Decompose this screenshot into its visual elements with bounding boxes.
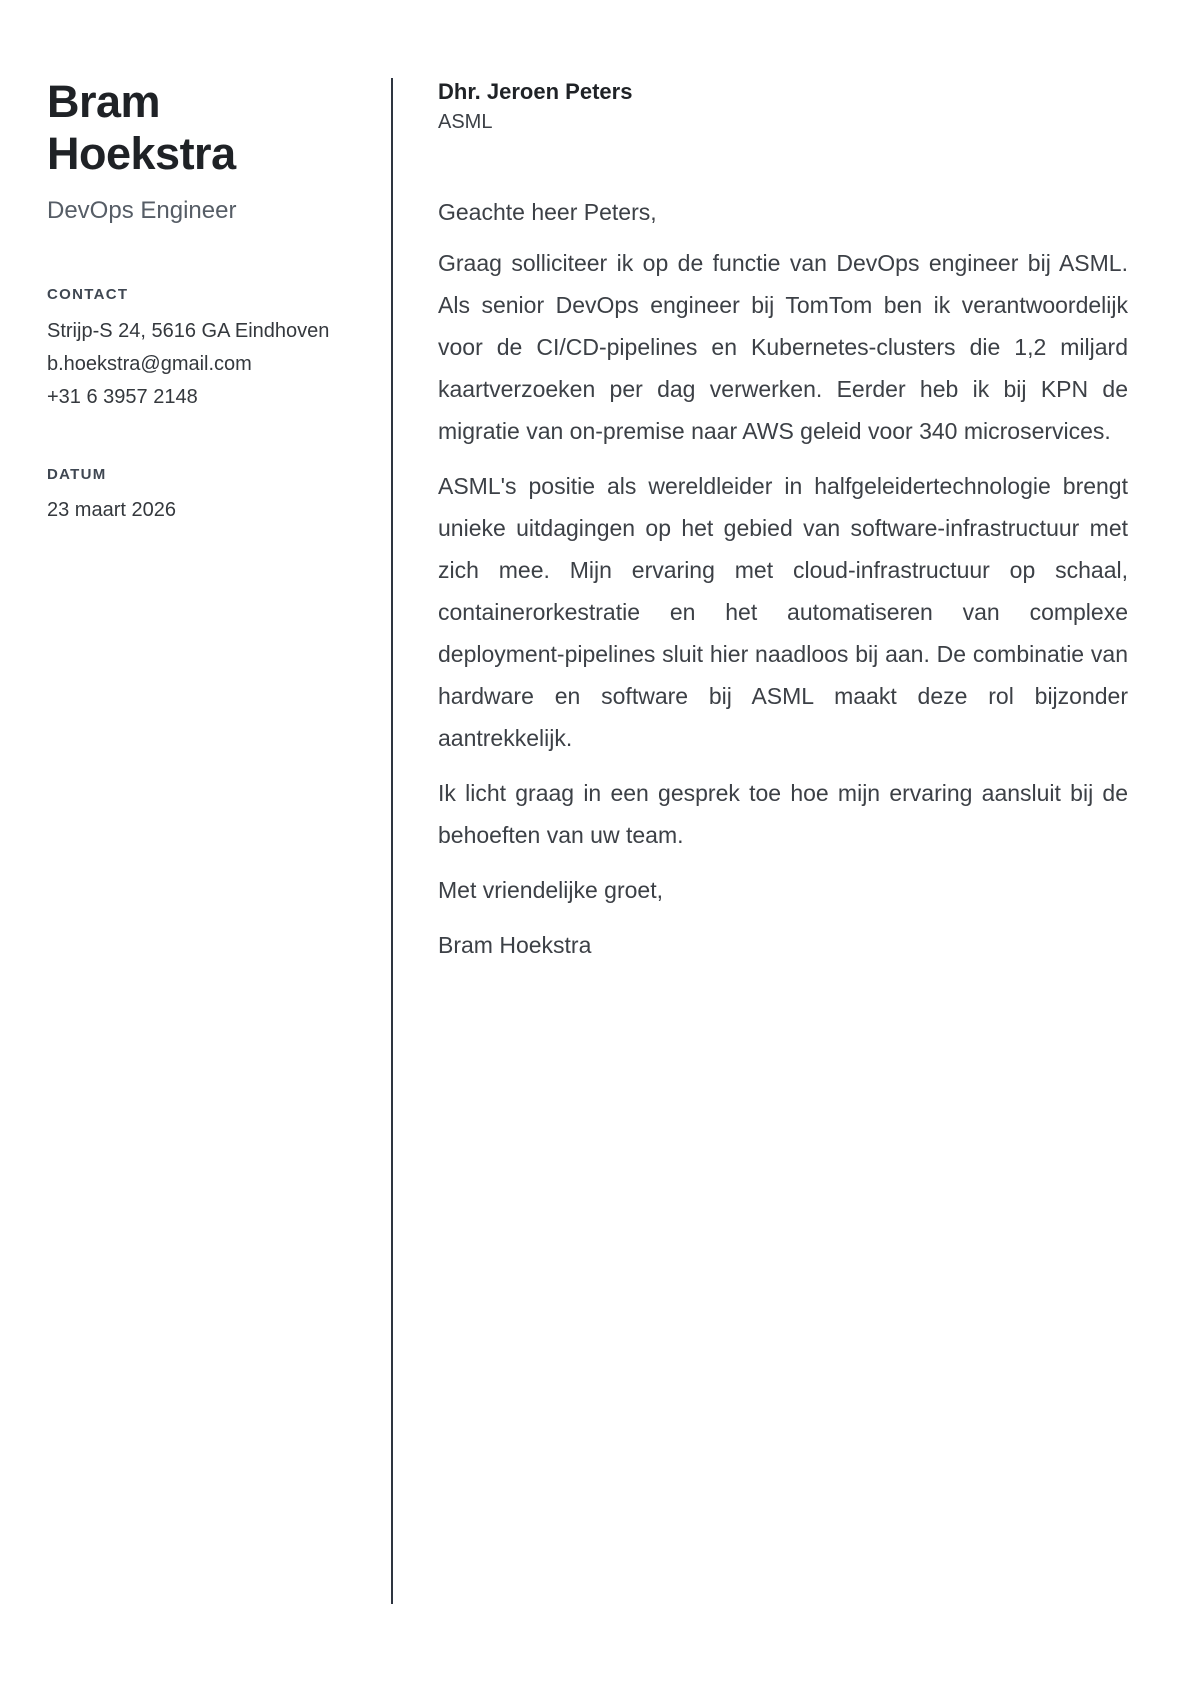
closing-line: Met vriendelijke groet, — [438, 877, 663, 903]
contact-address: Strijp-S 24, 5616 GA Eindhoven — [47, 320, 330, 342]
letter-paragraph: ASML's positie als wereldleider in halfgeleidertechnologie brengt unieke uitdagingen op het gebied van software-infrastructuur met zich mee. Mijn ervaring met cloud-infrastructuur op schaal, containerorkestratie en het automatiseren van complexe deployment-pipelines sluit hier naadloos bij aan. De combinatie van hardware en software bij ASML maakt deze rol bijzonder aantrekkelijk. — [438, 473, 1128, 751]
signature-name: Bram Hoekstra — [438, 932, 592, 958]
letter-body — [438, 78, 1128, 966]
contact-phone: +31 6 3957 2148 — [47, 386, 198, 408]
recipient-company: ASML — [438, 111, 493, 133]
contact-email: b.hoekstra@gmail.com — [47, 353, 252, 375]
applicant-job-title: DevOps Engineer — [47, 197, 237, 224]
contact-info — [47, 315, 362, 414]
letter-paragraph: Graag solliciteer ik op de functie van DevOps engineer bij ASML. Als senior DevOps engineer bij TomTom ben ik verantwoordelijk voor de CI/CD-pipelines en Kubernetes-clusters die 1,2 miljard kaartverzoeken per dag verwerken. Eerder heb ik bij KPN de migratie van on-premise naar AWS geleid voor 340 microservices. — [438, 250, 1128, 444]
letter-paragraph: Ik licht graag in een gesprek toe hoe mijn ervaring aansluit bij de behoeften van uw team. — [438, 780, 1128, 848]
contact-heading: CONTACT — [47, 286, 129, 303]
recipient-name: Dhr. Jeroen Peters — [438, 79, 633, 104]
sidebar — [47, 76, 362, 525]
date-value: 23 maart 2026 — [47, 499, 176, 521]
salutation: Geachte heer Peters, — [438, 199, 657, 225]
date-heading: DATUM — [47, 466, 107, 483]
vertical-divider — [391, 78, 393, 1604]
applicant-name: Bram Hoekstra — [47, 76, 236, 179]
